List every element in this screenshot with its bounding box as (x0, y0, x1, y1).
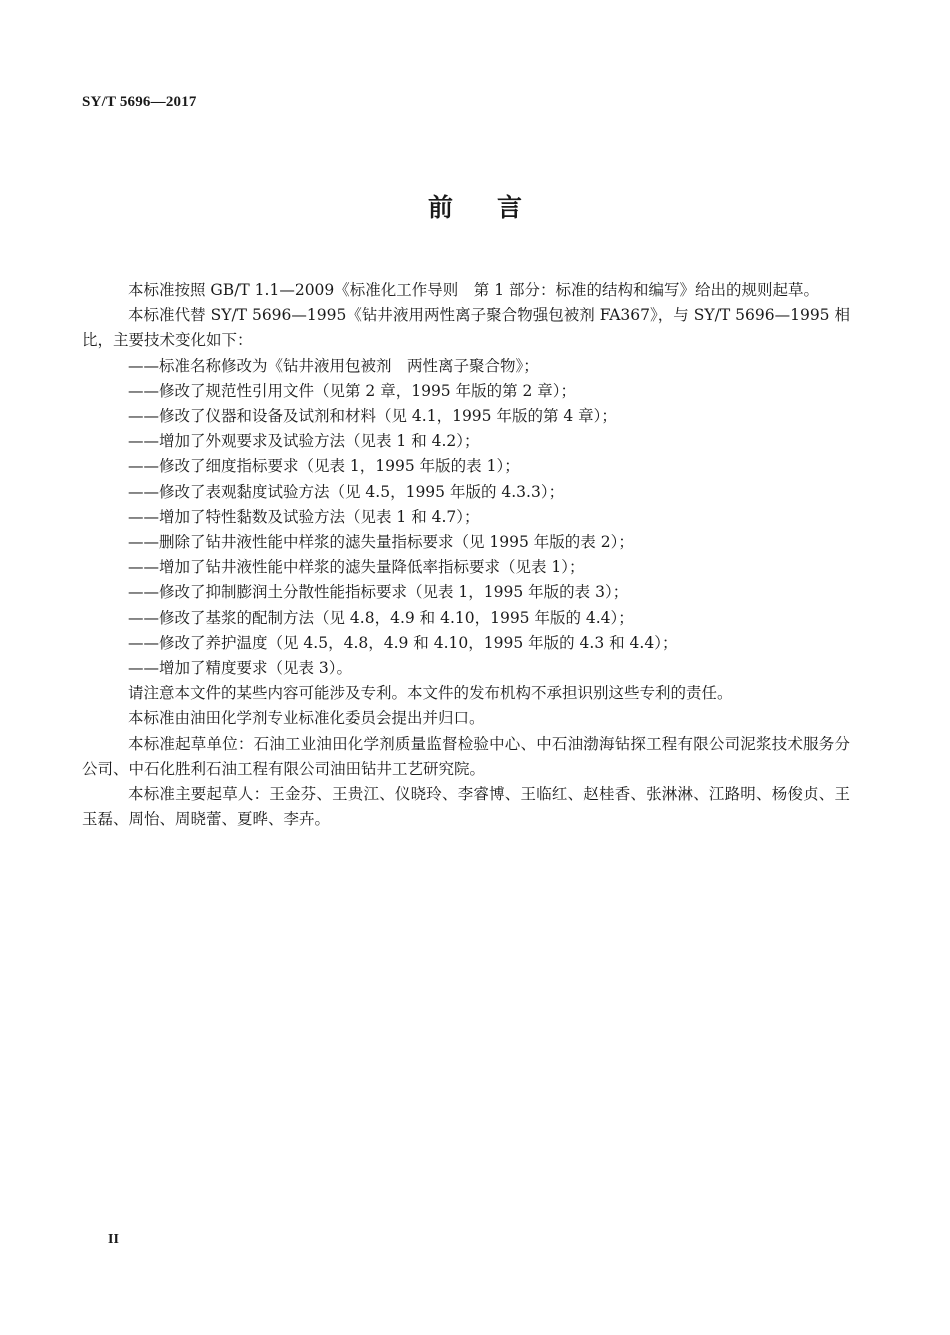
change-list (82, 354, 850, 682)
foreword-body (82, 278, 850, 832)
change-item: ——修改了规范性引用文件（见第 2 章，1995 年版的第 2 章）； (128, 381, 577, 400)
paragraph-replacement: 本标准代替 SY/T 5696—1995《钻井液用两性离子聚合物强包被剂 FA367》，与 SY/T 5696—1995 相比，主要技术变化如下： (82, 306, 850, 350)
change-item: ——增加了外观要求及试验方法（见表 1 和 4.2）； (128, 432, 480, 451)
change-item: ——增加了特性黏数及试验方法（见表 1 和 4.7）； (128, 507, 480, 526)
change-item: ——修改了抑制膨润土分散性能指标要求（见表 1，1995 年版的表 3）； (128, 583, 629, 602)
change-item: ——删除了钻井液性能中样浆的滤失量指标要求（见 1995 年版的表 2）； (128, 533, 634, 552)
change-item: ——修改了仪器和设备及试剂和材料（见 4.1，1995 年版的第 4 章）； (128, 407, 617, 426)
page-number: II (108, 1232, 119, 1247)
change-item: ——修改了养护温度（见 4.5，4.8，4.9 和 4.10，1995 年版的 4.3 和 4.4）； (128, 633, 678, 652)
paragraph-patent-notice: 请注意本文件的某些内容可能涉及专利。本文件的发布机构不承担识别这些专利的责任。 (128, 684, 733, 703)
change-item: ——修改了基浆的配制方法（见 4.8，4.9 和 4.10，1995 年版的 4.4）； (128, 608, 634, 627)
change-item: ——增加了钻井液性能中样浆的滤失量降低率指标要求（见表 1）； (128, 558, 585, 577)
paragraph-drafting-rules: 本标准按照 GB/T 1.1—2009《标准化工作导则 第 1 部分：标准的结构和编写》给出的规则起草。 (128, 281, 820, 299)
paragraph-proposer: 本标准由油田化学剂专业标准化委员会提出并归口。 (128, 709, 485, 728)
standard-code-header: SY/T 5696—2017 (82, 94, 197, 110)
change-item: ——修改了表观黏度试验方法（见 4.5，1995 年版的 4.3.3）； (128, 482, 565, 501)
paragraph-drafting-units: 本标准起草单位：石油工业油田化学剂质量监督检验中心、中石油渤海钻探工程有限公司泥浆技术服务分公司、中石化胜利石油工程有限公司油田钻井工艺研究院。 (82, 734, 850, 778)
change-item: ——标准名称修改为《钻井液用包被剂 两性离子聚合物》； (128, 356, 539, 375)
page-title: 前言 (427, 193, 566, 222)
paragraph-drafters: 本标准主要起草人：王金芬、王贵江、仪晓玲、李睿博、王临红、赵桂香、张淋淋、江路明、杨俊贞、王玉磊、周怡、周晓蕾、夏晔、李卉。 (82, 785, 850, 829)
change-item: ——增加了精度要求（见表 3）。 (128, 659, 353, 678)
change-item: ——修改了细度指标要求（见表 1，1995 年版的表 1）； (128, 457, 520, 476)
